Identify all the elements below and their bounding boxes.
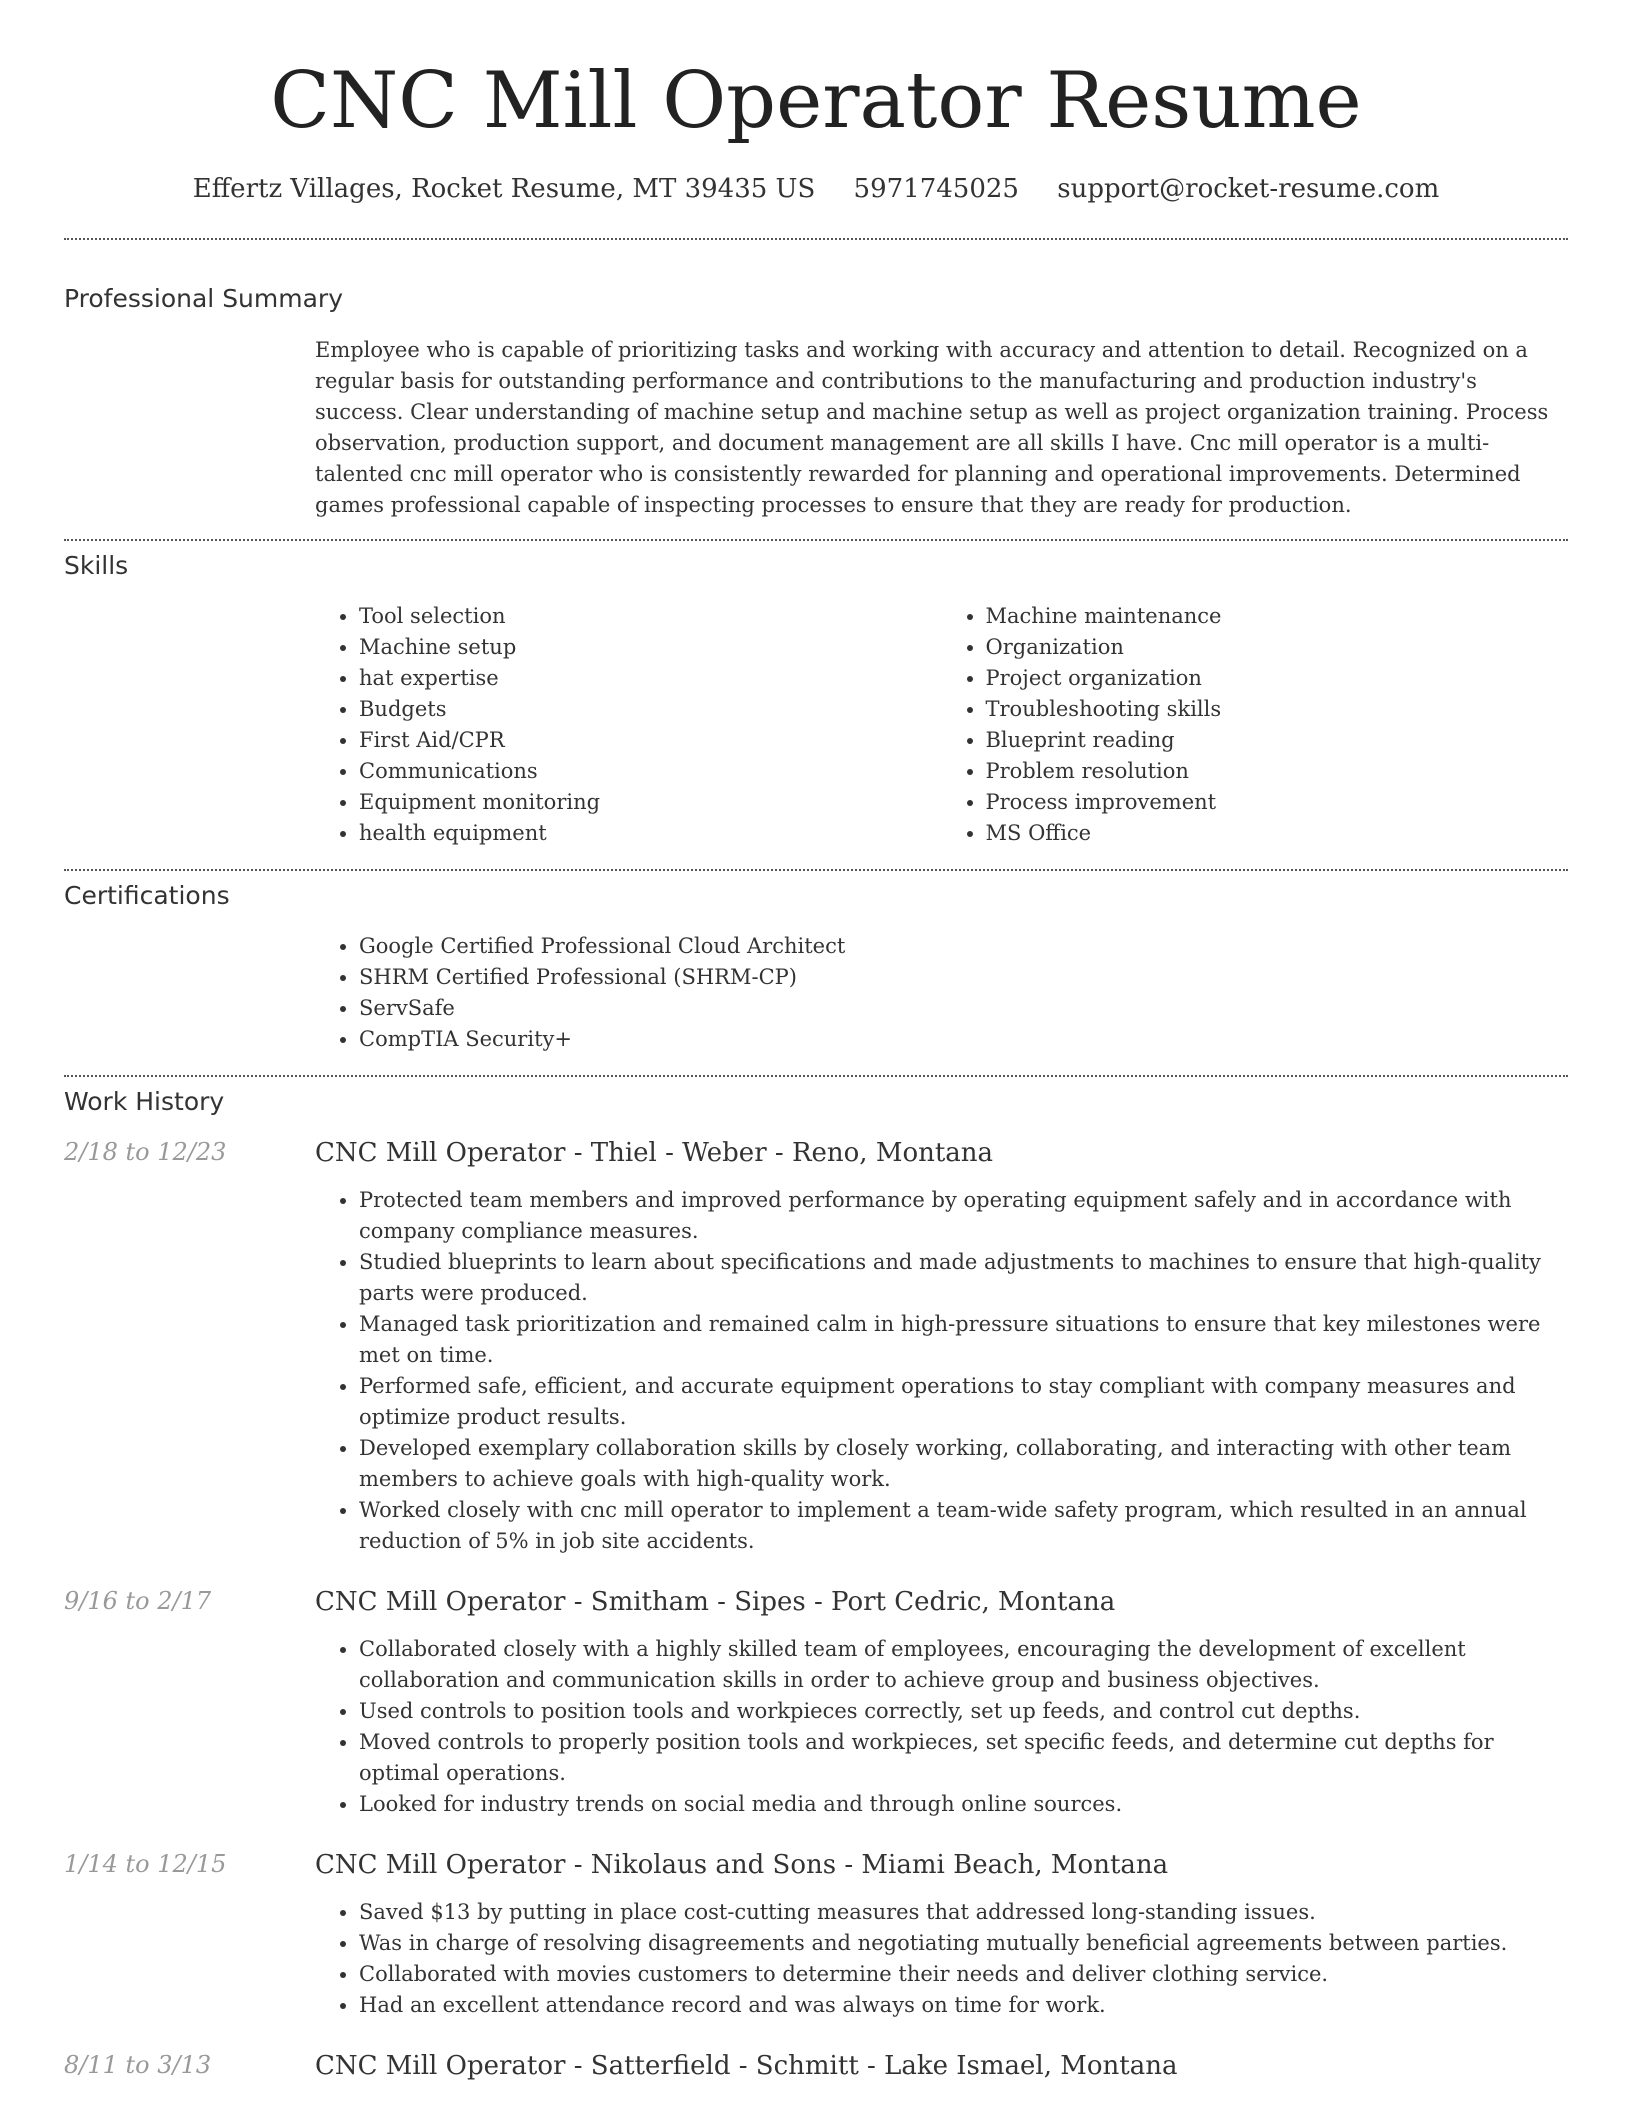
list-item: • First Aid/CPR <box>359 725 942 756</box>
job-bullets <box>315 1185 1568 1557</box>
list-item: • Was in charge of resolving disagreements and negotiating mutually beneficial agreements between parties. <box>359 1928 1568 1959</box>
job-header <box>64 2051 1568 2081</box>
job-entry <box>64 1138 1568 1557</box>
list-item: • ServSafe <box>359 993 1568 1024</box>
divider <box>64 1075 1568 1077</box>
list-item: • Machine setup <box>359 632 942 663</box>
list-item: • Organization <box>986 632 1569 663</box>
list-item: • Performed safe, efficient, and accurate equipment operations to stay compliant with company measures and optimize product results. <box>359 1371 1568 1433</box>
list-item: • Protected team members and improved performance by operating equipment safely and in accordance with company compliance measures. <box>359 1185 1568 1247</box>
section-title-summary: Professional Summary <box>64 284 344 313</box>
list-item: • Tool selection <box>359 601 942 632</box>
job-title: CNC Mill Operator - Thiel - Weber - Reno, Montana <box>315 1138 994 1168</box>
list-item: • Managed task prioritization and remained calm in high-pressure situations to ensure that key milestones were met on time. <box>359 1309 1568 1371</box>
job-bullets <box>315 1897 1568 2021</box>
list-item: • Developed exemplary collaboration skills by closely working, collaborating, and interacting with other team members to achieve goals with high-quality work. <box>359 1433 1568 1495</box>
job-title: CNC Mill Operator - Satterfield - Schmitt - Lake Ismael, Montana <box>315 2051 1178 2081</box>
list-item: • Studied blueprints to learn about specifications and made adjustments to machines to ensure that high-quality parts were produced. <box>359 1247 1568 1309</box>
summary-body <box>315 335 1568 521</box>
skills-list-right <box>942 601 1569 849</box>
contact-line <box>64 174 1568 204</box>
list-item: • Communications <box>359 756 942 787</box>
certifications-list <box>315 931 1568 1055</box>
list-item: • MS Office <box>986 818 1569 849</box>
list-item: • Had an excellent attendance record and was always on time for work. <box>359 1990 1568 2021</box>
job-entry <box>64 1850 1568 2021</box>
job-entry <box>64 2051 1568 2081</box>
divider <box>64 869 1568 871</box>
job-header <box>64 1850 1568 1880</box>
job-bullet-list <box>315 1185 1568 1557</box>
job-entry <box>64 1587 1568 1820</box>
certifications-section <box>64 881 1568 1055</box>
job-header <box>64 1587 1568 1617</box>
list-item: • Google Certified Professional Cloud Architect <box>359 931 1568 962</box>
list-item: • Looked for industry trends on social media and through online sources. <box>359 1789 1568 1820</box>
skills-section <box>64 551 1568 849</box>
skills-list-left <box>315 601 942 849</box>
job-bullets <box>315 1634 1568 1820</box>
email: support@rocket-resume.com <box>1057 174 1440 204</box>
job-bullet-list <box>315 1634 1568 1820</box>
job-date: 8/11 to 3/13 <box>64 2051 212 2079</box>
list-item: • Moved controls to properly position tools and workpieces, set specific feeds, and determine cut depths for optimal operations. <box>359 1727 1568 1789</box>
list-item: • Collaborated closely with a highly skilled team of employees, encouraging the development of excellent collaboration and communication skills in order to achieve group and business objectives. <box>359 1634 1568 1696</box>
certifications-body <box>315 931 1568 1055</box>
list-item: • Process improvement <box>986 787 1569 818</box>
list-item: • Collaborated with movies customers to determine their needs and deliver clothing service. <box>359 1959 1568 1990</box>
list-item: • Troubleshooting skills <box>986 694 1569 725</box>
list-item: • Equipment monitoring <box>359 787 942 818</box>
section-title-work-history: Work History <box>64 1087 225 1116</box>
job-date: 2/18 to 12/23 <box>64 1138 227 1166</box>
resume-page <box>64 0 1568 2081</box>
address: Effertz Villages, Rocket Resume, MT 39435 US <box>192 174 816 204</box>
phone: 5971745025 <box>853 174 1019 204</box>
list-item: • Budgets <box>359 694 942 725</box>
list-item: • Worked closely with cnc mill operator to implement a team-wide safety program, which resulted in an annual reduction of 5% in job site accidents. <box>359 1495 1568 1557</box>
job-date: 9/16 to 2/17 <box>64 1587 212 1615</box>
list-item: • health equipment <box>359 818 942 849</box>
skills-body <box>315 601 1568 849</box>
resume-title: CNC Mill Operator Resume <box>270 56 1362 146</box>
job-date: 1/14 to 12/15 <box>64 1850 227 1878</box>
divider <box>64 238 1568 240</box>
work-history-section <box>64 1087 1568 2081</box>
summary-text: Employee who is capable of prioritizing tasks and working with accuracy and attention to detail. Recognized on a regular basis for outstanding performance and contributions to the manufacturing and production industry's success. Clear understanding of machine setup and machine setup as well as project organization training. Process observation, production support, and document management are all skills I have. Cnc mill operator is a multi-talented cnc mill operator who is consistently rewarded for planning and operational improvements. Determined games professional capable of inspecting processes to ensure that they are ready for production. <box>315 338 1549 517</box>
job-bullet-list <box>315 1897 1568 2021</box>
section-title-skills: Skills <box>64 551 129 580</box>
summary-section <box>64 284 1568 521</box>
list-item: • hat expertise <box>359 663 942 694</box>
list-item: • Project organization <box>986 663 1569 694</box>
list-item: • Problem resolution <box>986 756 1569 787</box>
list-item: • Blueprint reading <box>986 725 1569 756</box>
job-header <box>64 1138 1568 1168</box>
list-item: • CompTIA Security+ <box>359 1024 1568 1055</box>
list-item: • Used controls to position tools and workpieces correctly, set up feeds, and control cut depths. <box>359 1696 1568 1727</box>
list-item: • Machine maintenance <box>986 601 1569 632</box>
job-title: CNC Mill Operator - Nikolaus and Sons - Miami Beach, Montana <box>315 1850 1169 1880</box>
list-item: • SHRM Certified Professional (SHRM-CP) <box>359 962 1568 993</box>
divider <box>64 539 1568 541</box>
section-title-certifications: Certifications <box>64 881 230 910</box>
job-title: CNC Mill Operator - Smitham - Sipes - Port Cedric, Montana <box>315 1587 1116 1617</box>
list-item: • Saved $13 by putting in place cost-cutting measures that addressed long-standing issues. <box>359 1897 1568 1928</box>
